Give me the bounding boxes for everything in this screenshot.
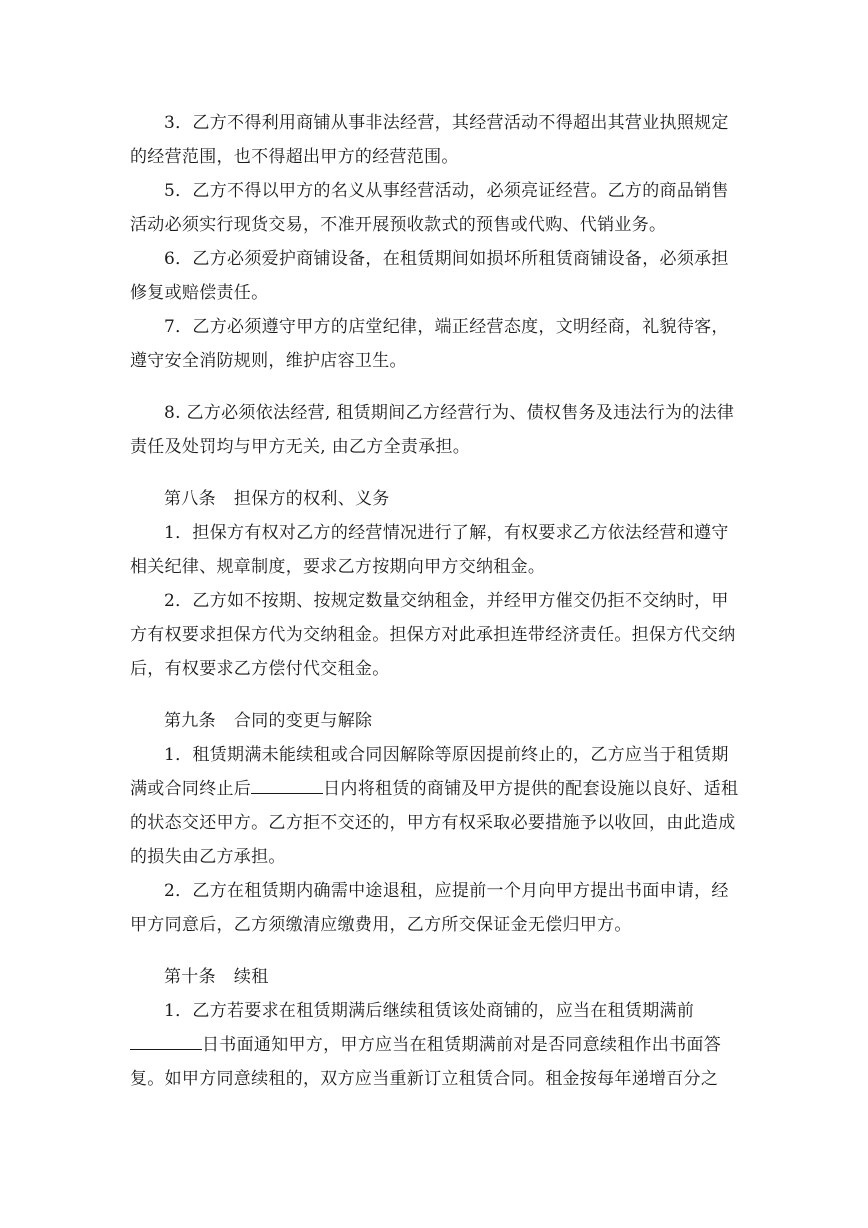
spacer [130,464,740,482]
article-9-item-2: 2．乙方在租赁期内确需中途退租，应提前一个月向甲方提出书面申请，经甲方同意后，乙方须缴清应缴费用，乙方所交保证金无偿归甲方。 [130,881,729,935]
clause-item-5: 5．乙方不得以甲方的名义从事经营活动，必须亮证经营。乙方的商品销售活动必须实行现货交易，不准开展预收款式的预售或代购、代销业务。 [130,181,729,235]
clause-item-7: 7．乙方必须遵守甲方的店堂纪律，端正经营态度，文明经商，礼貌待客，遵守安全消防规则，维护店容卫生。 [130,317,729,371]
article-8-item-2: 2．乙方如不按期、按规定数量交纳租金，并经甲方催交仍拒不交纳时，甲方有权要求担保方代为交纳租金。担保方对此承担连带经济责任。担保方代交纳后，有权要求乙方偿付代交租金。 [130,591,736,679]
article-9-item-1-text-b: 日内将租赁的商铺及甲方提供的配套设施以良好、适租的状态交还甲方。乙方拒不交还的，甲方有权采取必要措施予以收回，由此造成的损失由乙方承担。 [130,779,739,867]
article-10-number: 第十条 [164,967,216,987]
article-9-number: 第九条 [164,711,216,731]
spacer [130,686,740,704]
article-10-item-1-text-b: 日书面通知甲方，甲方应当在租赁期满前对是否同意续租作出书面答复。如甲方同意续租的，双方应当重新订立租赁合同。租金按每年递增百分之 [130,1035,721,1089]
fill-in-blank-days[interactable] [251,773,323,794]
article-9-item-1-text-a: 1．租赁期满未能续租或合同因解除等原因提前终止的，乙方应当于租赁期满或合同终止后 [130,745,729,799]
article-10-item-1-text-a: 1．乙方若要求在租赁期满后继续租赁该处商铺的，应当在租赁期满前 [164,1001,695,1021]
document-body [130,106,740,1096]
article-8-number: 第八条 [164,489,216,509]
spacer [130,942,740,960]
article-10-item-1 [130,994,740,1096]
spacer [130,378,740,396]
article-9-item-1 [130,738,740,874]
article-8-item-1: 1．担保方有权对乙方的经营情况进行了解，有权要求乙方依法经营和遵守相关纪律、规章制度，要求乙方按期向甲方交纳租金。 [130,523,729,577]
clause-item-6: 6．乙方必须爱护商铺设备，在租赁期间如损坏所租赁商铺设备，必须承担修复或赔偿责任。 [130,249,729,303]
article-10-heading [130,960,740,994]
article-8-heading [130,482,740,516]
fill-in-blank-notice-days[interactable] [130,1029,202,1050]
clause-item-8: 8. 乙方必须依法经营, 租赁期间乙方经营行为、债权售务及违法行为的法律责任及处罚均与甲方无关, 由乙方全责承担。 [130,403,735,457]
article-8-title: 担保方的权利、义务 [233,489,390,509]
article-10-title: 续租 [233,967,269,987]
article-9-heading [130,704,740,738]
article-9-title: 合同的变更与解除 [233,711,373,731]
clause-item-3: 3．乙方不得利用商铺从事非法经营，其经营活动不得超出其营业执照规定的经营范围，也不得超出甲方的经营范围。 [130,113,729,167]
